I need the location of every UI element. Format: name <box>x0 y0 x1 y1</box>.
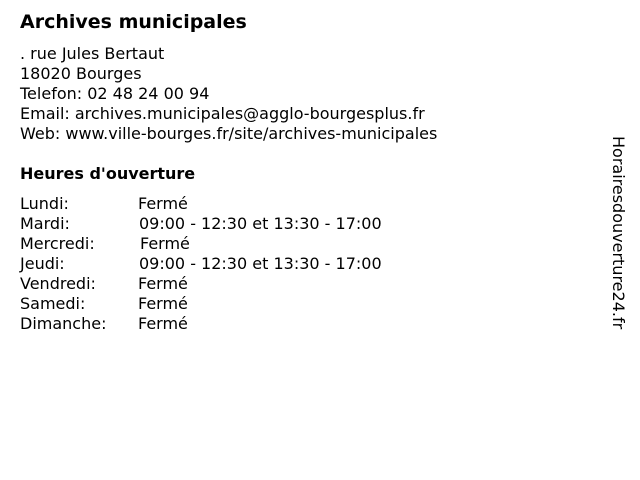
city-postcode: 18020 Bourges <box>20 64 142 83</box>
hours-value: Fermé <box>140 234 190 253</box>
hours-value: Fermé <box>138 194 188 213</box>
day-label: Mardi: <box>20 214 70 233</box>
day-label: Mercredi: <box>20 234 95 253</box>
page-title: Archives municipales <box>20 11 247 33</box>
hours-value: Fermé <box>138 274 188 293</box>
hours-value: Fermé <box>138 314 188 333</box>
day-label: Vendredi: <box>20 274 96 293</box>
opening-hours-heading: Heures d'ouverture <box>20 164 196 183</box>
phone-number: Telefon: 02 48 24 00 94 <box>20 84 210 103</box>
day-label: Samedi: <box>20 294 86 313</box>
email-address: Email: archives.municipales@agglo-bourgesplus.fr <box>20 104 425 123</box>
side-brand-watermark: Horairesdouverture24.fr <box>609 136 628 330</box>
hours-value: Fermé <box>138 294 188 313</box>
address-block <box>20 44 437 144</box>
hours-value: 09:00 - 12:30 et 13:30 - 17:00 <box>139 254 382 273</box>
day-label: Jeudi: <box>20 254 65 273</box>
day-label: Lundi: <box>20 194 69 213</box>
street-address: . rue Jules Bertaut <box>20 44 165 63</box>
website-address: Web: www.ville-bourges.fr/site/archives-municipales <box>20 124 438 143</box>
day-label: Dimanche: <box>20 314 107 333</box>
hours-value: 09:00 - 12:30 et 13:30 - 17:00 <box>139 214 382 233</box>
